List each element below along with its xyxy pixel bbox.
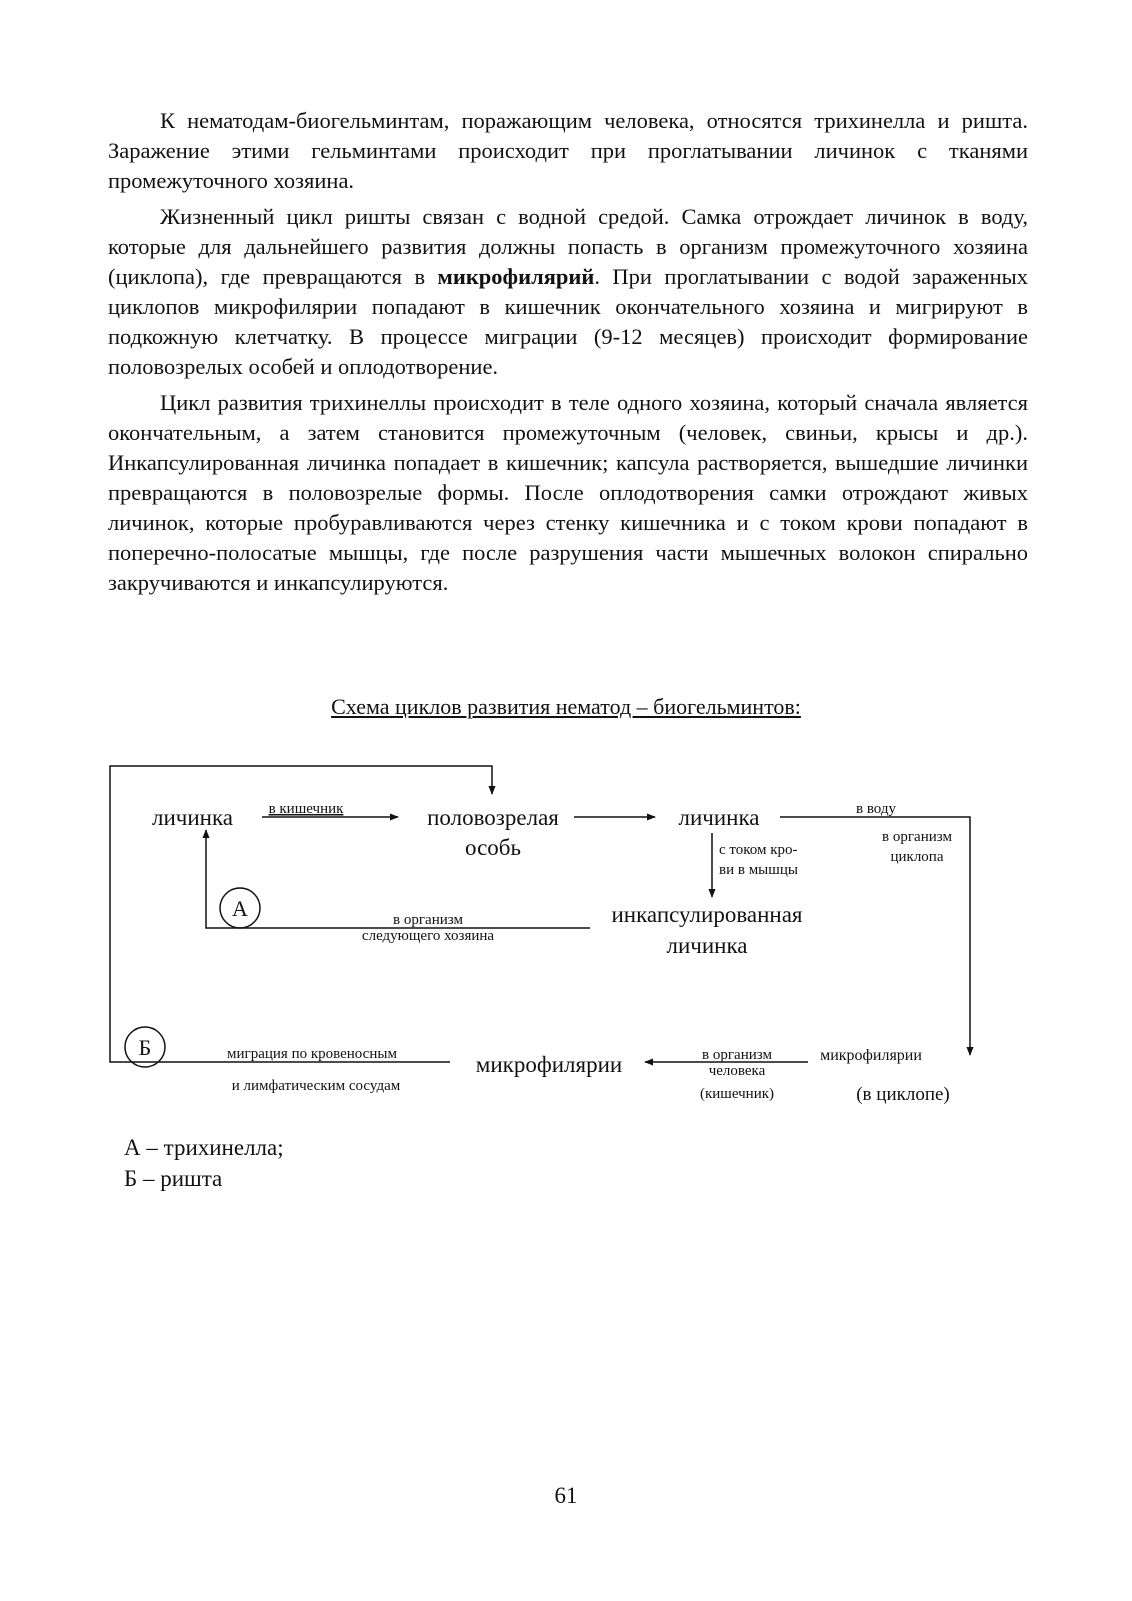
node-larva-2: личинка xyxy=(678,805,760,830)
legend-item-b: Б – ришта xyxy=(124,1166,223,1191)
label-next-host-line1: в организм xyxy=(393,912,463,928)
label-blood-line1: с током кро- xyxy=(719,842,798,858)
legend-item-a: А – трихинелла; xyxy=(124,1135,284,1160)
paragraph-1-text: К нематодам-биогельминтам, поражающим человека, относятся трихинелла и ришта. Заражение этими гельминтами происходит при проглатывании личинок с тканями промежуточного хозяина. xyxy=(108,108,1028,193)
label-to-intestine: в кишечник xyxy=(268,801,344,817)
circle-b-letter: Б xyxy=(138,1035,152,1060)
node-adult-line1: половозрелая xyxy=(427,805,559,830)
label-migration-line2: и лимфатическим сосудам xyxy=(231,1078,401,1094)
paragraph-2-text-start: Жизненный цикл ришты связан с водной средой. Самка отрождает личинок в воду, которые для дальнейшего развития должны попасть в организм промежуточного хозяина (циклопа), где превращаются в xyxy=(108,204,1028,289)
label-human-line1: в организм xyxy=(702,1047,772,1063)
node-microfilariae: микрофилярии xyxy=(475,1052,623,1077)
label-blood-line2: ви в мышцы xyxy=(719,862,798,878)
label-next-host-line2: следующего хозяина xyxy=(361,928,495,944)
node-adult-line2: особь xyxy=(465,835,521,860)
page-number: 61 xyxy=(554,1483,578,1508)
paragraph-3-text: Цикл развития трихинеллы происходит в теле одного хозяина, который сначала является окончательным, а затем становится промежуточным (человек, свиньи, крысы и др.). Инкапсулированная личинка попадает в кишечник; капсула растворяется, вышедшие личинки превращаются в половозрелые формы. После оплодотворения самки отрождают живых личинок, которые пробуравливаются через стенку кишечника и с током крови попадают в поперечно-полосатые мышцы, где после разрушения части мышечных волокон спирально закручиваются и инкапсулируются. xyxy=(108,390,1028,595)
label-migration-line1: миграция по кровеносным xyxy=(227,1046,397,1062)
legend xyxy=(124,1132,284,1194)
node-encapsulated-line1: инкапсулированная xyxy=(611,902,803,927)
label-human-line3: (кишечник) xyxy=(699,1086,775,1102)
label-to-cyclops-line1: в организм xyxy=(882,829,952,845)
circle-a-letter: А xyxy=(232,896,248,921)
label-to-cyclops-line2: циклопа xyxy=(890,849,944,865)
node-encapsulated-line2: личинка xyxy=(666,933,748,958)
scheme-title: Схема циклов развития нематод – биогельминтов: xyxy=(331,694,801,719)
node-in-cyclops: (в циклопе) xyxy=(856,1084,950,1105)
label-human-line2: человека xyxy=(708,1063,766,1079)
label-to-water: в воду xyxy=(855,801,897,817)
node-microfilariae-cyclops: микрофилярии xyxy=(820,1047,922,1064)
paragraph-2-text-end: . При проглатывании с водой зараженных циклопов микрофилярии попадают в кишечник окончательного хозяина и мигрируют в подкожную клетчатку. В процессе миграции (9-12 месяцев) происходит формирование половозрелых особей и оплодотворение. xyxy=(108,264,1029,379)
node-larva: личинка xyxy=(152,805,234,830)
term-microfilariae: микрофилярий xyxy=(437,264,595,289)
